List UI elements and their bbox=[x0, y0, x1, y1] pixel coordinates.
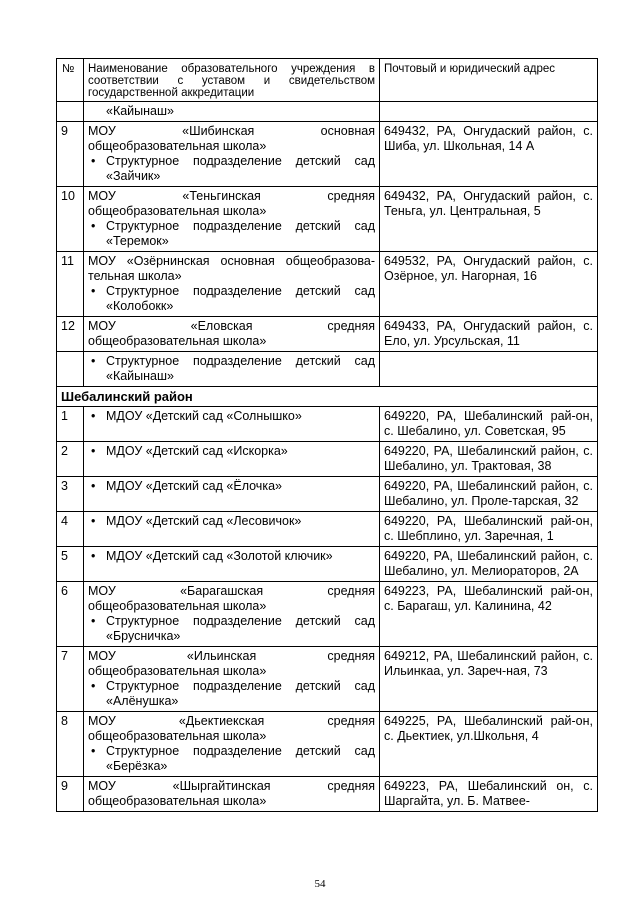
bullet-icon: • bbox=[91, 154, 96, 168]
table-row bbox=[57, 252, 598, 317]
school-name-line: общеобразовательная школа» bbox=[88, 204, 267, 218]
institutions-table bbox=[56, 58, 598, 812]
subdivision-text: МДОУ «Детский сад «Искорка» bbox=[106, 444, 288, 458]
row-number: 3 bbox=[57, 477, 84, 512]
bullet-icon: • bbox=[91, 549, 96, 563]
row-number bbox=[57, 352, 84, 387]
address-cell: 649220, РА, Шебалинский рай-он, с. Шебплино, ул. Заречная, 1 bbox=[380, 512, 598, 547]
district-row bbox=[57, 387, 598, 407]
address-cell bbox=[380, 352, 598, 387]
subdivision-item bbox=[88, 549, 375, 564]
subdivision-item bbox=[88, 444, 375, 459]
subdivision-text: МДОУ «Детский сад «Солнышко» bbox=[106, 409, 302, 423]
institution-name-cell bbox=[84, 407, 380, 442]
subdivision-item bbox=[88, 614, 375, 644]
school-name-line: МОУ «Еловская средняя bbox=[88, 319, 375, 333]
institution-name-cell bbox=[84, 477, 380, 512]
row-number: 5 bbox=[57, 547, 84, 582]
institution-name-cell bbox=[84, 512, 380, 547]
table-row bbox=[57, 102, 598, 122]
table-row bbox=[57, 442, 598, 477]
school-name-line: МОУ «Озёрнинская основная общеобразова- bbox=[88, 254, 375, 268]
institution-name-cell bbox=[84, 122, 380, 187]
address-cell: 649220, РА, Шебалинский район, с. Шебалино, ул. Мелиораторов, 2А bbox=[380, 547, 598, 582]
header-address: Почтовый и юридический адрес bbox=[380, 59, 598, 102]
school-name-line: общеобразовательная школа» bbox=[88, 599, 267, 613]
institution-name-cell bbox=[84, 582, 380, 647]
subdivision-text: МДОУ «Детский сад «Лесовичок» bbox=[106, 514, 302, 528]
row-number: 10 bbox=[57, 187, 84, 252]
school-name-line: общеобразовательная школа» bbox=[88, 729, 267, 743]
bullet-icon: • bbox=[91, 444, 96, 458]
subdivision-item bbox=[88, 104, 375, 119]
subdivision-item bbox=[88, 479, 375, 494]
row-number bbox=[57, 102, 84, 122]
address-cell: 649223, РА, Шебалинский он, с. Шаргайта, ул. Б. Матвее- bbox=[380, 777, 598, 812]
row-number: 2 bbox=[57, 442, 84, 477]
table-row bbox=[57, 352, 598, 387]
row-number: 4 bbox=[57, 512, 84, 547]
bullet-icon: • bbox=[91, 284, 96, 298]
row-number: 12 bbox=[57, 317, 84, 352]
address-cell: 649225, РА, Шебалинский рай-он, с. Дьектиек, ул.Школьня, 4 bbox=[380, 712, 598, 777]
address-cell: 649220, РА, Шебалинский район, с. Шебалино, ул. Проле-тарская, 32 bbox=[380, 477, 598, 512]
header-num: № bbox=[57, 59, 84, 102]
institution-name-cell bbox=[84, 187, 380, 252]
bullet-icon: • bbox=[91, 219, 96, 233]
district-heading: Шебалинский район bbox=[57, 387, 598, 407]
table-row bbox=[57, 122, 598, 187]
address-cell: 649223, РА, Шебалинский рай-он, с. Барагаш, ул. Калинина, 42 bbox=[380, 582, 598, 647]
school-name-line: общеобразовательная школа» bbox=[88, 139, 267, 153]
subdivision-text: МДОУ «Детский сад «Золотой ключик» bbox=[106, 549, 333, 563]
bullet-icon: • bbox=[91, 479, 96, 493]
table-body bbox=[57, 59, 598, 812]
table-row bbox=[57, 317, 598, 352]
subdivision-text: Структурное подразделение детский сад «Брусничка» bbox=[106, 614, 375, 643]
school-name-line: МОУ «Шибинская основная bbox=[88, 124, 375, 138]
address-cell: 649433, РА, Онгудаский район, с. Ело, ул. Урсульская, 11 bbox=[380, 317, 598, 352]
table-row bbox=[57, 477, 598, 512]
row-number: 6 bbox=[57, 582, 84, 647]
table-row bbox=[57, 647, 598, 712]
table-row bbox=[57, 777, 598, 812]
row-number: 9 bbox=[57, 777, 84, 812]
school-name-line: общеобразовательная школа» bbox=[88, 794, 267, 808]
subdivision-text: МДОУ «Детский сад «Ёлочка» bbox=[106, 479, 282, 493]
table-row bbox=[57, 547, 598, 582]
address-cell: 649432, РА, Онгудаский район, с. Теньга, ул. Центральная, 5 bbox=[380, 187, 598, 252]
school-name-line: общеобразовательная школа» bbox=[88, 334, 267, 348]
row-number: 7 bbox=[57, 647, 84, 712]
address-cell: 649220, РА, Шебалинский рай-он, с. Шебалино, ул. Советская, 95 bbox=[380, 407, 598, 442]
institution-name-cell bbox=[84, 317, 380, 352]
institution-name-cell bbox=[84, 712, 380, 777]
header-name: Наименование образовательного учреждения в соответствии с уставом и свидетельством государственной аккредитации bbox=[84, 59, 380, 102]
address-cell: 649220, РА, Шебалинский район, с. Шебалино, ул. Трактовая, 38 bbox=[380, 442, 598, 477]
subdivision-item bbox=[88, 354, 375, 384]
subdivision-item bbox=[88, 514, 375, 529]
row-number: 11 bbox=[57, 252, 84, 317]
table-row bbox=[57, 712, 598, 777]
institution-name-cell bbox=[84, 252, 380, 317]
row-number: 1 bbox=[57, 407, 84, 442]
bullet-icon: • bbox=[91, 354, 96, 368]
institution-name-cell bbox=[84, 102, 380, 122]
subdivision-text: Структурное подразделение детский сад «Берёзка» bbox=[106, 744, 375, 773]
institution-name-cell bbox=[84, 647, 380, 712]
table-header-row bbox=[57, 59, 598, 102]
address-cell: 649212, РА, Шебалинский район, с. Ильинкаа, ул. Зареч-ная, 73 bbox=[380, 647, 598, 712]
institution-name-cell bbox=[84, 442, 380, 477]
institution-name-cell bbox=[84, 547, 380, 582]
subdivision-text: Структурное подразделение детский сад «Теремок» bbox=[106, 219, 375, 248]
school-name-line: тельная школа» bbox=[88, 269, 182, 283]
table-row bbox=[57, 187, 598, 252]
school-name-line: МОУ «Ильинская средняя bbox=[88, 649, 375, 663]
address-cell: 649432, РА, Онгудаский район, с. Шиба, ул. Школьная, 14 А bbox=[380, 122, 598, 187]
page-number: 54 bbox=[314, 878, 326, 890]
school-name-line: МОУ «Шыргайтинская средняя bbox=[88, 779, 375, 793]
subdivision-item bbox=[88, 219, 375, 249]
bullet-icon: • bbox=[91, 409, 96, 423]
subdivision-item bbox=[88, 744, 375, 774]
row-number: 8 bbox=[57, 712, 84, 777]
table-row bbox=[57, 582, 598, 647]
row-number: 9 bbox=[57, 122, 84, 187]
school-name-line: МОУ «Дьектиекская средняя bbox=[88, 714, 375, 728]
institution-name-cell bbox=[84, 352, 380, 387]
bullet-icon: • bbox=[91, 744, 96, 758]
school-name-line: общеобразовательная школа» bbox=[88, 664, 267, 678]
subdivision-item bbox=[88, 154, 375, 184]
subdivision-text: «Кайынаш» bbox=[106, 104, 174, 118]
school-name-line: МОУ «Барагашская средняя bbox=[88, 584, 375, 598]
bullet-icon: • bbox=[91, 514, 96, 528]
address-cell bbox=[380, 102, 598, 122]
subdivision-item bbox=[88, 409, 375, 424]
subdivision-text: Структурное подразделение детский сад «Кайынаш» bbox=[106, 354, 375, 383]
address-cell: 649532, РА, Онгудаский район, с. Озёрное, ул. Нагорная, 16 bbox=[380, 252, 598, 317]
school-name-line: МОУ «Теньгинская средняя bbox=[88, 189, 375, 203]
table-row bbox=[57, 407, 598, 442]
bullet-icon: • bbox=[91, 679, 96, 693]
subdivision-item bbox=[88, 284, 375, 314]
table-row bbox=[57, 512, 598, 547]
subdivision-text: Структурное подразделение детский сад «Алёнушка» bbox=[106, 679, 375, 708]
subdivision-text: Структурное подразделение детский сад «Зайчик» bbox=[106, 154, 375, 183]
bullet-icon: • bbox=[91, 614, 96, 628]
institution-name-cell bbox=[84, 777, 380, 812]
subdivision-item bbox=[88, 679, 375, 709]
subdivision-text: Структурное подразделение детский сад «Колобокк» bbox=[106, 284, 375, 313]
